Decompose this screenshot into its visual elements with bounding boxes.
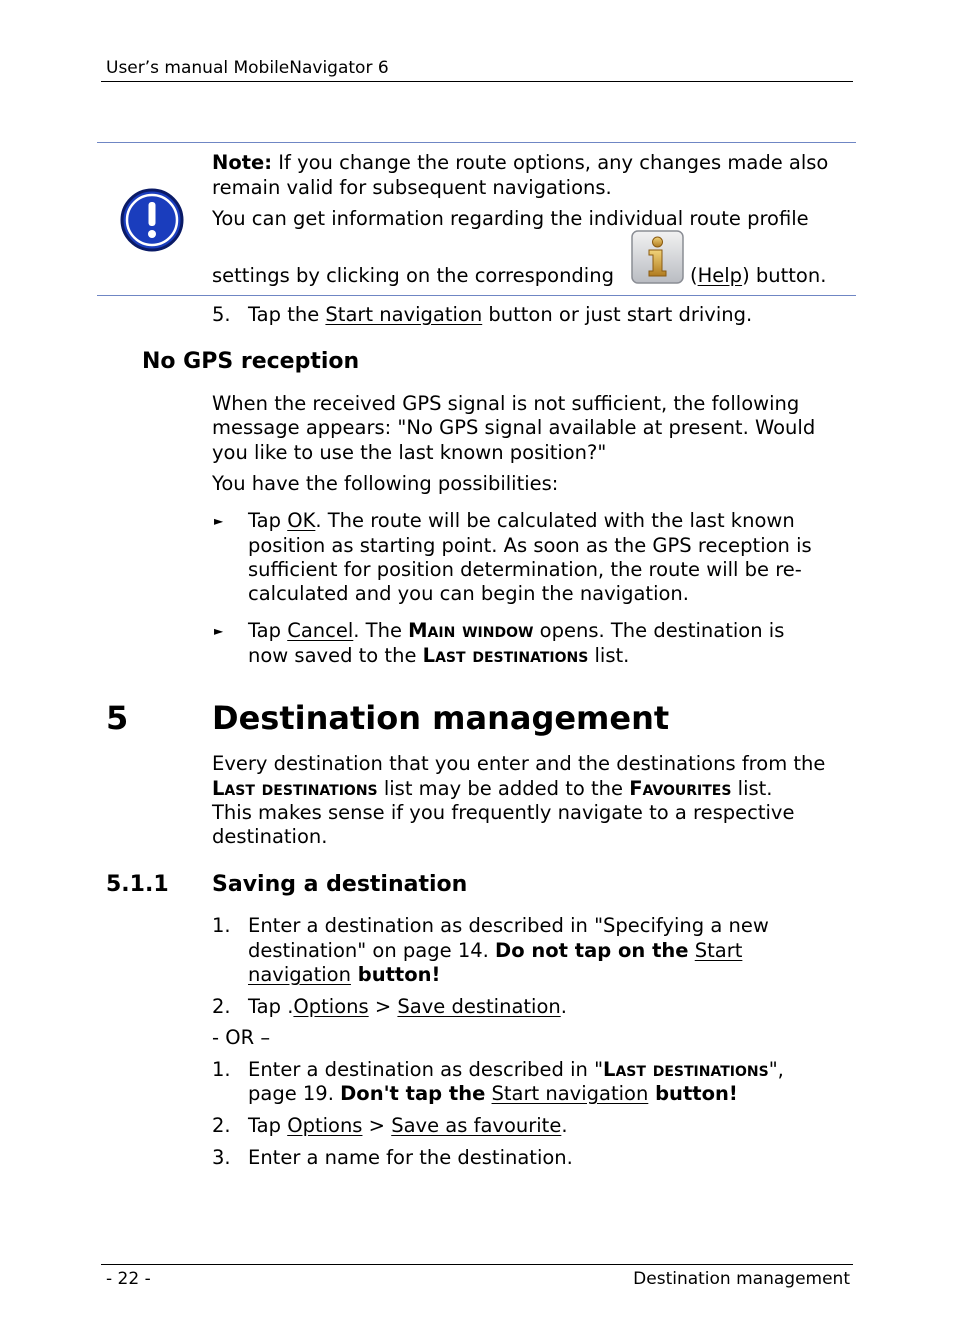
chapter-para-line-2	[212, 777, 773, 801]
section-number: 5.1.1	[106, 872, 169, 897]
step-number: 1.	[212, 914, 231, 937]
alt-step-1-line-2	[248, 1082, 738, 1106]
alt-step-1-post: ",	[768, 1058, 784, 1081]
bullet-2-line-2	[248, 644, 629, 668]
step-2-separator: >	[368, 995, 398, 1018]
exclamation-icon	[120, 188, 184, 257]
note-top-rule	[97, 142, 856, 143]
bullet-2-pre: Tap	[248, 619, 288, 642]
alt-step-2-post: .	[561, 1114, 568, 1137]
chapter-para-line-1: Every destination that you enter and the destinations from the	[212, 752, 826, 775]
bullet-2-mid: . The	[353, 619, 409, 642]
note-bottom-rule	[97, 295, 856, 296]
no-gps-para-line-3: you like to use the last known position?"	[212, 441, 607, 464]
bullet-1-line-1	[248, 509, 795, 533]
note-help-text	[690, 264, 826, 288]
alt-step-3-text: Enter a name for the destination.	[248, 1146, 573, 1169]
note-help-open-paren: (	[690, 264, 698, 287]
bullet-2-post: opens. The destination is	[533, 619, 785, 642]
last-destinations-term: Last destinations	[212, 777, 378, 800]
bullet-1-line-3: sufficient for position determination, the route will be re-	[248, 558, 802, 581]
page-number: - 22 -	[106, 1269, 151, 1289]
step-5-post: button or just start driving.	[482, 303, 753, 326]
step-1-line-3	[248, 963, 440, 987]
alt-step-2-separator: >	[362, 1114, 392, 1137]
alt-step-1-warning: Don't tap the	[340, 1082, 486, 1105]
step-2-text	[248, 995, 567, 1019]
step-5-pre: Tap the	[248, 303, 326, 326]
chapter-title: Destination management	[212, 699, 670, 737]
note-line-2: remain valid for subsequent navigations.	[212, 176, 612, 199]
step-1-line-1: Enter a destination as described in "Specifying a new	[248, 914, 769, 937]
bullet-2-line-2-pre: now saved to the	[248, 644, 423, 667]
alt-step-1-line-2-pre: page 19.	[248, 1082, 341, 1105]
ok-link[interactable]: OK	[287, 509, 316, 532]
start-link[interactable]: Start	[694, 939, 743, 962]
bullet-2-line-1	[248, 619, 784, 643]
step-2-pre: Tap .	[248, 995, 294, 1018]
bullet-arrow-icon: ►	[214, 514, 224, 528]
step-1-line-2-pre: destination" on page 14.	[248, 939, 496, 962]
note-line-1-text: If you change the route options, any changes made also	[272, 151, 829, 174]
start-navigation-link[interactable]: Start navigation	[325, 303, 483, 326]
last-destinations-term: Last destinations	[603, 1058, 769, 1081]
cancel-link[interactable]: Cancel	[287, 619, 354, 642]
running-header-title: User’s manual MobileNavigator 6	[106, 58, 389, 78]
alt-step-2-text	[248, 1114, 568, 1138]
bullet-arrow-icon: ►	[214, 624, 224, 638]
bullet-1-line-2: position as starting point. As soon as the GPS reception is	[248, 534, 812, 557]
footer-section: Destination management	[633, 1269, 850, 1289]
main-window-term: Main window	[408, 619, 534, 642]
save-as-favourite-link[interactable]: Save as favourite	[391, 1114, 562, 1137]
no-gps-para-line-2: message appears: "No GPS signal available at present. Would	[212, 416, 816, 439]
note-line-1	[212, 151, 828, 175]
alt-step-1-warning-end: button!	[648, 1082, 738, 1105]
last-destinations-term: Last destinations	[422, 644, 589, 667]
save-destination-link[interactable]: Save destination	[397, 995, 561, 1018]
step-2-post: .	[560, 995, 567, 1018]
bullet-2-line-2-post: list.	[588, 644, 630, 667]
step-1-warning: Do not tap on the	[495, 939, 689, 962]
step-number: 3.	[212, 1146, 231, 1169]
section-heading-no-gps: No GPS reception	[142, 349, 360, 374]
note-help-post: ) button.	[742, 264, 827, 287]
step-number: 1.	[212, 1058, 231, 1081]
header-rule	[101, 81, 853, 82]
footer-rule	[101, 1264, 853, 1265]
chapter-para-post: list.	[731, 777, 773, 800]
bullet-1-line-4: calculated and you can begin the navigation.	[248, 582, 689, 605]
no-gps-possibilities: You have the following possibilities:	[212, 472, 559, 495]
bullet-1-post: . The route will be calculated with the last known	[315, 509, 795, 532]
alt-step-1-pre: Enter a destination as described in "	[248, 1058, 604, 1081]
alt-step-1-line-1	[248, 1058, 784, 1082]
note-line-4: settings by clicking on the corresponding	[212, 264, 614, 287]
chapter-para-line-3: This makes sense if you frequently navigate to a respective	[212, 801, 795, 824]
chapter-para-mid: list may be added to the	[377, 777, 630, 800]
or-separator: - OR –	[212, 1026, 271, 1049]
step-1-warning-end: button!	[350, 963, 441, 986]
start-navigation-link[interactable]: Start navigation	[491, 1082, 649, 1105]
info-icon	[631, 230, 684, 289]
note-line-3: You can get information regarding the individual route profile	[212, 207, 809, 230]
chapter-para-line-4: destination.	[212, 825, 328, 848]
no-gps-para-line-1: When the received GPS signal is not sufficient, the following	[212, 392, 800, 415]
alt-step-2-pre: Tap	[248, 1114, 288, 1137]
chapter-number: 5	[106, 699, 129, 737]
help-link[interactable]: Help	[697, 264, 743, 287]
navigation-link[interactable]: navigation	[248, 963, 351, 986]
step-number: 2.	[212, 995, 231, 1018]
step-number: 2.	[212, 1114, 231, 1137]
step-5-text	[248, 303, 752, 327]
bullet-1-pre: Tap	[248, 509, 288, 532]
favourites-term: Favourites	[629, 777, 732, 800]
section-title: Saving a destination	[212, 872, 468, 897]
step-number: 5.	[212, 303, 231, 326]
options-link[interactable]: Options	[293, 995, 369, 1018]
options-link[interactable]: Options	[287, 1114, 363, 1137]
step-1-line-2	[248, 939, 742, 963]
note-label: Note:	[212, 151, 273, 174]
